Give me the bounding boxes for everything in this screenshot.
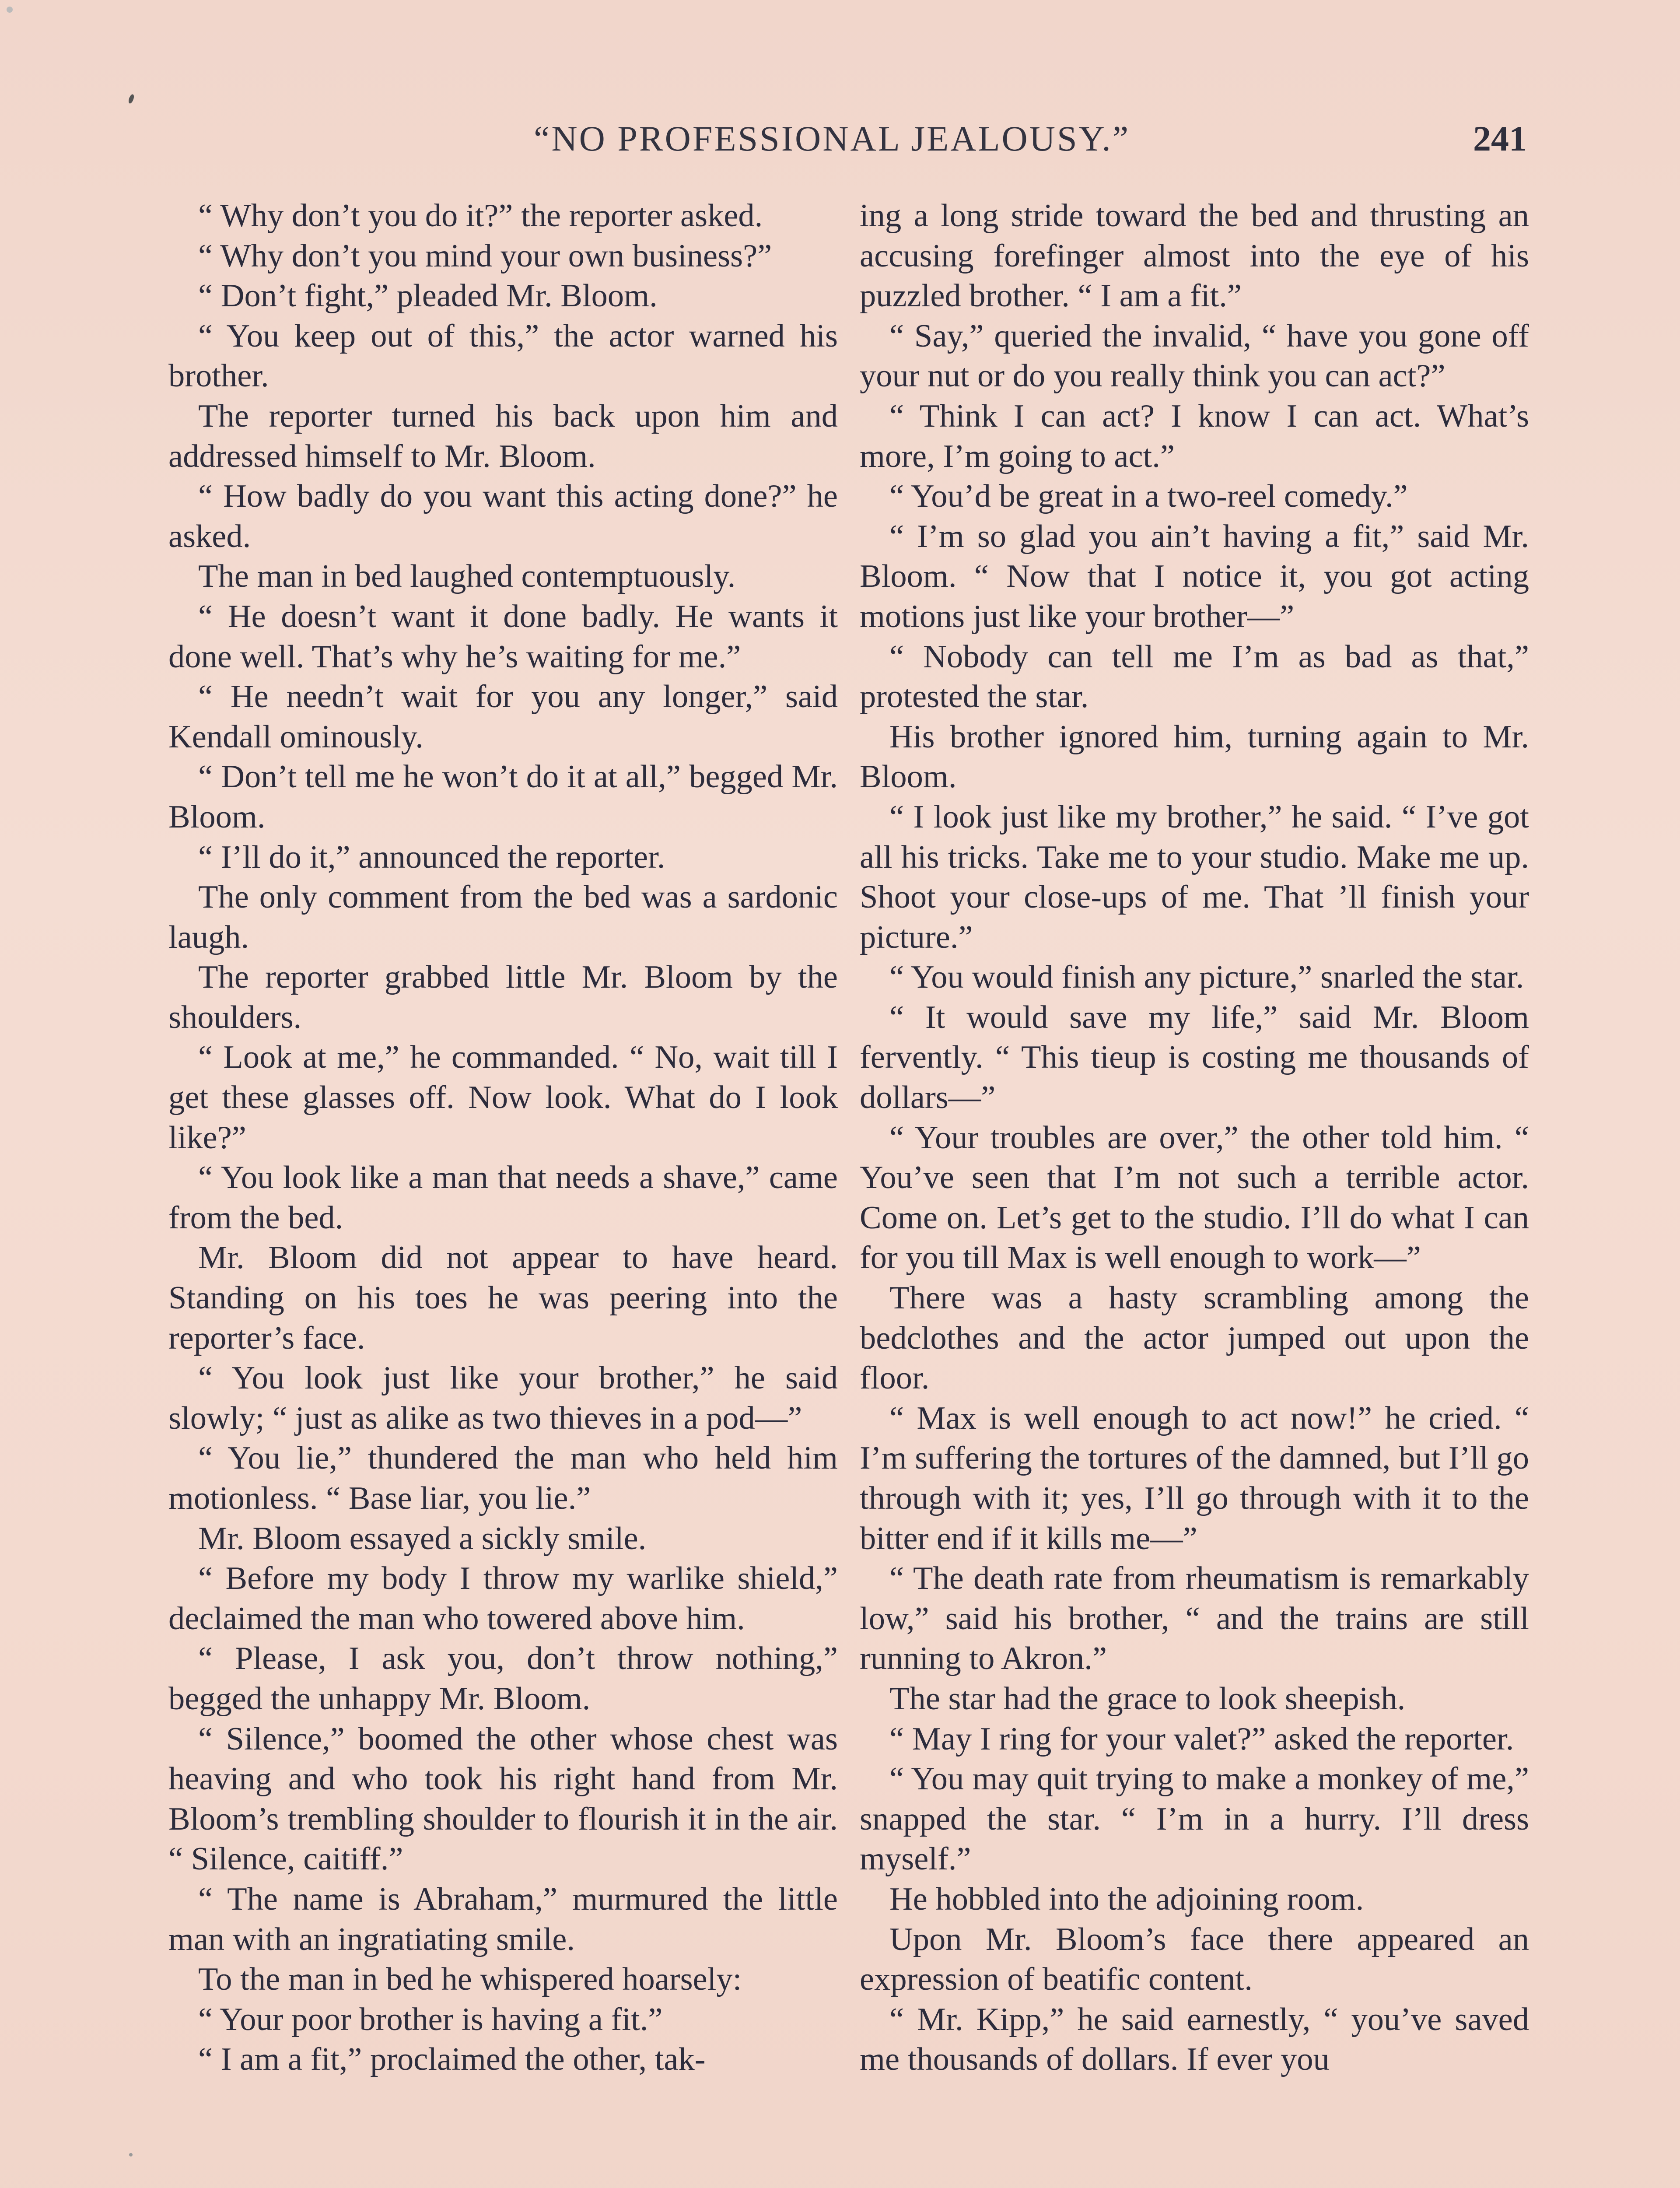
paragraph: “ Please, I ask you, don’t throw nothing,” begged the unhappy Mr. Bloom. xyxy=(168,1641,838,1717)
paragraph: “ Don’t tell me he won’t do it at all,” begged Mr. Bloom. xyxy=(168,759,838,835)
paragraph: “ He doesn’t want it done badly. He wants it done well. That’s why he’s waiting for me.” xyxy=(168,598,838,675)
paper-speck xyxy=(128,94,135,104)
paragraph: “ I’m so glad you ain’t having a fit,” said Mr. Bloom. “ Now that I notice it, you got acting motions just like your brother—” xyxy=(860,518,1529,635)
paragraph: “ Why don’t you mind your own business?” xyxy=(198,238,772,274)
paragraph: “ Say,” queried the invalid, “ have you gone off your nut or do you really think you can act?” xyxy=(860,318,1529,394)
page-number: 241 xyxy=(1473,119,1527,158)
paragraph: “ Think I can act? I know I can act. What’s more, I’m going to act.” xyxy=(860,398,1529,474)
paragraph: The man in bed laughed contemptuously. xyxy=(198,558,736,595)
paragraph: The only comment from the bed was a sardonic laugh. xyxy=(168,879,838,955)
paragraph: The star had the grace to look sheepish. xyxy=(889,1680,1406,1717)
paragraph: His brother ignored him, turning again to Mr. Bloom. xyxy=(860,719,1529,795)
page-header xyxy=(166,118,1527,171)
paragraph: “ You lie,” thundered the man who held him motionless. “ Base liar, you lie.” xyxy=(168,1440,838,1516)
paragraph: To the man in bed he whispered hoarsely: xyxy=(198,1961,742,1998)
paragraph: “ I am a fit,” proclaimed the other, tak- xyxy=(198,2041,706,2078)
paragraph: “ I’ll do it,” announced the reporter. xyxy=(198,839,665,875)
paragraph: “ You would finish any picture,” snarled the star. xyxy=(889,959,1524,996)
paragraph: Mr. Bloom did not appear to have heard. Standing on his toes he was peering into the reporter’s face. xyxy=(168,1240,838,1356)
paragraph: “ You may quit trying to make a monkey of me,” snapped the star. “ I’m in a hurry. I’ll dress myself.” xyxy=(860,1761,1529,1877)
paragraph: “ Don’t fight,” pleaded Mr. Bloom. xyxy=(198,278,658,314)
paragraph: “ You look like a man that needs a shave,” came from the bed. xyxy=(168,1160,838,1236)
paper-speck xyxy=(129,2153,133,2156)
paragraph: “ May I ring for your valet?” asked the reporter. xyxy=(889,1721,1514,1757)
paragraph: “ Max is well enough to act now!” he cried. “ I’m suffering the tortures of the damned, but I’ll go through with it; yes, I’ll go through with it to the bitter end if it kills me—” xyxy=(860,1400,1529,1557)
paragraph: Mr. Bloom essayed a sickly smile. xyxy=(198,1520,647,1557)
paragraph: “ You look just like your brother,” he said slowly; “ just as alike as two thieves in a pod—” xyxy=(168,1360,838,1436)
paragraph: ing a long stride toward the bed and thrusting an accusing forefinger almost into the eye of his puzzled brother. “ I am a fit.” xyxy=(860,198,1529,314)
paragraph: “ The death rate from rheumatism is remarkably low,” said his brother, “ and the trains are still running to Akron.” xyxy=(860,1560,1529,1677)
paragraph: “ He needn’t wait for you any longer,” said Kendall ominously. xyxy=(168,679,838,755)
running-title: “NO PROFESSIONAL JEALOUSY.” xyxy=(534,119,1130,158)
paragraph: “ You’d be great in a two-reel comedy.” xyxy=(889,478,1408,515)
paragraph: “ Why don’t you do it?” the reporter asked. xyxy=(198,198,763,234)
paragraph: “ Your troubles are over,” the other told him. “ You’ve seen that I’m not such a terrible actor. Come on. Let’s get to the studio. I’ll do what I can for you till Max is well enough to work—” xyxy=(860,1119,1529,1276)
paragraph: “ Your poor brother is having a fit.” xyxy=(198,2001,663,2037)
paragraph: “ Look at me,” he commanded. “ No, wait till I get these glasses off. Now look. What do I look like?” xyxy=(168,1039,838,1156)
paragraph: “ Mr. Kipp,” he said earnestly, “ you’ve saved me thousands of dollars. If ever you xyxy=(860,2001,1529,2078)
right-text-column xyxy=(860,196,1529,2080)
paragraph: “ It would save my life,” said Mr. Bloom fervently. “ This tieup is costing me thousands of dollars—” xyxy=(860,999,1529,1116)
paragraph: He hobbled into the adjoining room. xyxy=(889,1881,1364,1917)
paragraph: “ How badly do you want this acting done?” he asked. xyxy=(168,478,838,554)
paragraph: “ You keep out of this,” the actor warned his brother. xyxy=(168,318,838,394)
paragraph: The reporter grabbed little Mr. Bloom by the shoulders. xyxy=(168,959,838,1035)
paragraph: “ Nobody can tell me I’m as bad as that,” protested the star. xyxy=(860,638,1529,715)
paragraph: Upon Mr. Bloom’s face there appeared an expression of beatific content. xyxy=(860,1921,1529,1998)
left-text-column xyxy=(168,196,838,2080)
paragraph: The reporter turned his back upon him and addressed himself to Mr. Bloom. xyxy=(168,398,838,474)
paragraph: “ The name is Abraham,” murmured the little man with an ingratiating smile. xyxy=(168,1881,838,1957)
paragraph: There was a hasty scrambling among the bedclothes and the actor jumped out upon the floor. xyxy=(860,1280,1529,1396)
paragraph: “ I look just like my brother,” he said. “ I’ve got all his tricks. Take me to your studio. Make me up. Shoot your close-ups of me. That ’ll finish your picture.” xyxy=(860,799,1529,955)
paragraph: “ Before my body I throw my warlike shield,” declaimed the man who towered above him. xyxy=(168,1560,838,1637)
paragraph: “ Silence,” boomed the other whose chest was heaving and who took his right hand from Mr. Bloom’s trembling shoulder to flourish it in the air. “ Silence, caitiff.” xyxy=(168,1721,838,1877)
paper-speck xyxy=(7,7,13,13)
